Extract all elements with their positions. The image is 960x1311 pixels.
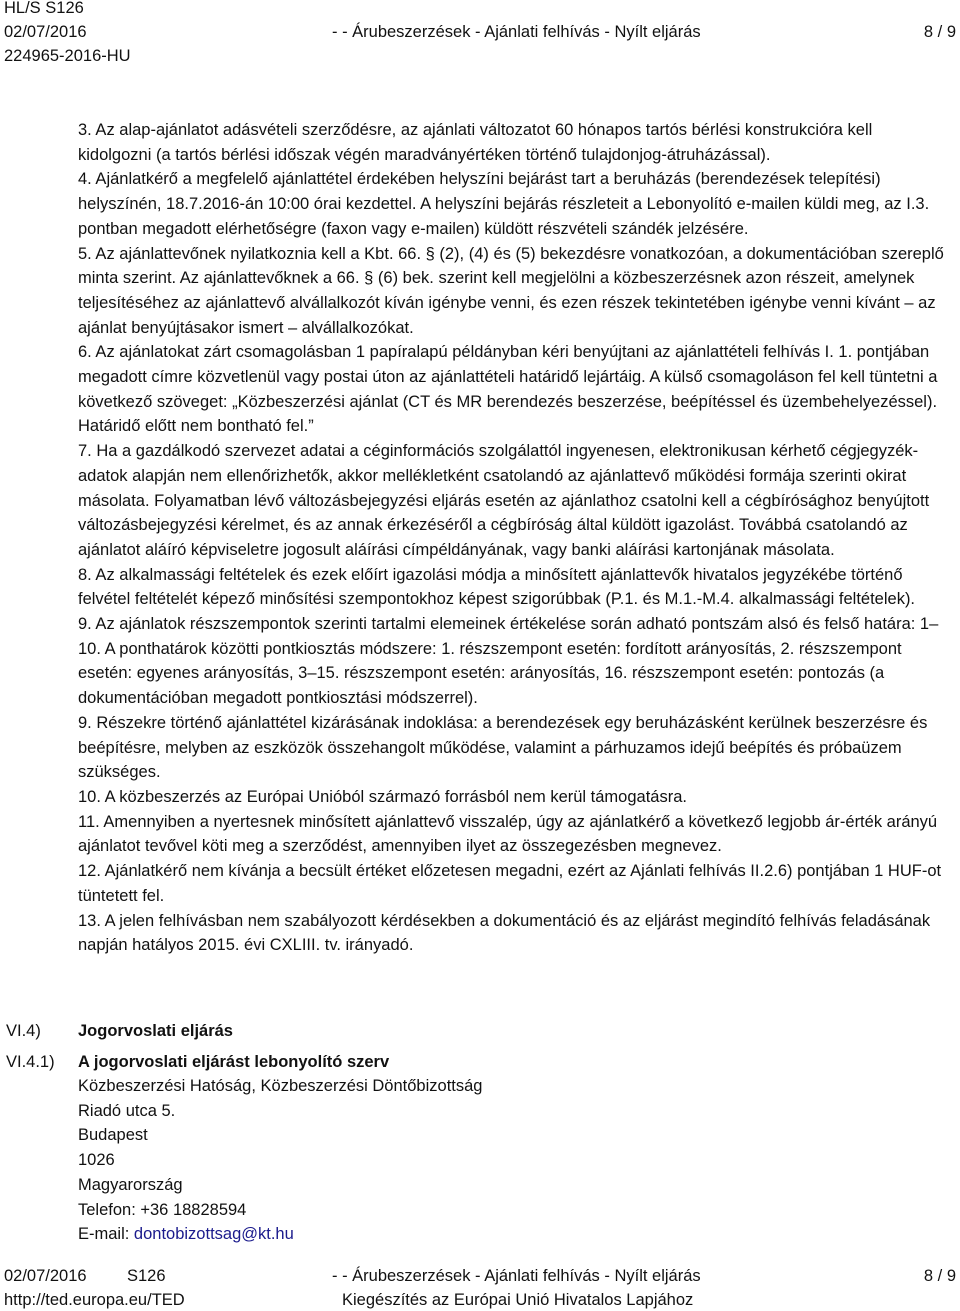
footer-publisher: Kiegészítés az Európai Unió Hivatalos Lapjához [342,1291,694,1309]
paragraph-9b: 9. Részekre történő ajánlattétel kizárásának indoklása: a berendezések egy beruházásként kerülnek beszerzésre és beépítésre, melyben az eszközök összehangolt működése, valamint a párhuzamos idejű beépítés és próbaüzem szükséges. [78,713,928,782]
footer-page-number: 8 / 9 [923,1267,956,1285]
paragraph-12: 12. Ajánlatkérő nem kívánja a becsült értéket előzetesen megadni, ezért az Ajánlati felhívás II.2.6) pontjában 1 HUF-ot tüntetett fel. [78,862,942,905]
city: Budapest [78,1126,148,1145]
paragraph-6: 6. Az ajánlatokat zárt csomagolásban 1 papíralapú példányban kéri benyújtani az ajánlattételi felhívás I. 1. pontjában megadott címre közvetlenül vagy postai úton az ajánlattételi határidő lejártáig. A külső csomagoláson fel kell tüntetni a következő szöveget: „Közbeszerzési ajánlat (CT és MR berendezés beszerzése, beépítéssel és üzembehelyezéssel). Határidő előtt nem bontható fel.” [78,343,938,436]
header-doc-id: 224965-2016-HU [4,47,131,65]
footer-center-title: - - Árubeszerzések - Ajánlati felhívás - Nyílt eljárás [332,1267,701,1285]
additional-information-body [78,118,948,958]
footer-url[interactable]: http://ted.europa.eu/TED [4,1291,185,1309]
footer-series: S126 [127,1267,166,1285]
email-row [78,1222,482,1247]
footer-date: 02/07/2016 [4,1267,87,1285]
paragraph-9a: 9. Az ajánlatok részszempontok szerinti tartalmi elemeinek értékelése során adható pontszám alsó és felső határa: 1–10. A ponthatárok közötti pontkiosztás módszere: 1. részszempont esetén: fordított arányosítás, 2. részszempont esetén: egyenes arányosítás, 3–15. részszempont esetén: arányosítás, 16. részszempont esetén: pontozás (a dokumentációban megadott pontkiosztási módszerrel). [78,615,939,708]
section-number-vi4: VI.4) [6,1022,41,1040]
postcode: 1026 [78,1151,115,1170]
paragraph-13: 13. A jelen felhívásban nem szabályozott kérdésekben a dokumentáció és az eljárást megindító felhívás feladásának napján hatályos 2015. évi CXLIII. tv. irányadó. [78,911,931,955]
phone: Telefon: +36 18828594 [78,1200,247,1219]
paragraph-3: 3. Az alap-ajánlatot adásvételi szerződésre, az ajánlati változatot 60 hónapos tartós bérlési konstrukcióra kell kidolgozni (a tartós bérlési időszak végén maradványértéken történő tulajdonjog-átruházással). [78,121,873,164]
paragraph-11: 11. Amennyiben a nyertesnek minősített ajánlattevő visszalép, úgy az ajánlatkérő a következő legjobb ár-érték arányú ajánlatot tevővel köti meg a szerződést, amennyiben ilyet az összegezésben megnevez. [78,812,938,856]
review-body-address [78,1074,482,1247]
paragraph-7: 7. Ha a gazdálkodó szervezet adatai a céginformációs szolgálattól ingyenesen, elektronikusan kérhető cégjegyzék-adatok alapján nem ellenőrizhetők, akkor mellékletként csatolandó az ajánlattevő működési formája szerinti okirat másolata. Folyamatban lévő változásbejegyzési eljárás esetén az ajánlathoz csatolni kell a cégbírósághoz benyújtott változásbejegyzési kérelmet, és az annak érkezéséről a cégbíróság által küldött igazolást. Továbbá csatolandó az ajánlatot aláíró képviseletre jogosult aláírási címpéldányának, vagy banki aláírási kartonjának másolata. [78,442,930,559]
paragraph-10: 10. A közbeszerzés az Európai Unióból származó forrásból nem kerül támogatásra. [78,787,687,806]
email-label: E-mail: [78,1225,134,1244]
header-center-title: - - Árubeszerzések - Ajánlati felhívás - Nyílt eljárás [332,23,701,41]
section-number-vi41: VI.4.1) [6,1053,55,1071]
org-name: Közbeszerzési Hatóság, Közbeszerzési Döntőbizottság [78,1077,483,1095]
email-link[interactable]: dontobizottsag@kt.hu [133,1225,294,1244]
header-doc-code: HL/S S126 [4,0,84,17]
paragraph-4: 4. Ajánlatkérő a megfelelő ajánlattétel érdekében helyszíni bejárást tart a beruházás (berendezések telepítési) helyszínén, 18.7.2016-án 10:00 órai kezdettel. A helyszíni bejárás részleteit a Lebonyolító e-mailen küldi meg, az I.3. pontban megadott elérhetőségre (faxon vagy e-mailen) küldött részvételi szándék jelzésére. [78,170,930,238]
street-address: Riadó utca 5. [78,1101,176,1120]
header-page-number: 8 / 9 [923,23,956,41]
section-title-review-body: A jogorvoslati eljárást lebonyolító szerv [78,1053,390,1071]
header-date: 02/07/2016 [4,23,87,41]
paragraph-8: 8. Az alkalmassági feltételek és ezek előírt igazolási módja a minősített ajánlattevők hivatalos jegyzékébe történő felvétel feltételét képező minősítési szempontokhoz képest szigorúbbak (P.1. és M.1.-M.4. alkalmassági feltételek). [78,565,916,609]
section-title-review-procedure: Jogorvoslati eljárás [78,1022,233,1040]
country: Magyarország [78,1175,183,1194]
paragraph-5: 5. Az ajánlattevőnek nyilatkoznia kell a Kbt. 66. § (2), (4) és (5) bekezdésre vonatkozóan, a dokumentációban szereplő minta szerint. Az ajánlattevőknek a 66. § (6) bek. szerint kell megjelölni a közbeszerzésnek azon részeit, amelynek teljesítéséhez az ajánlattevő alvállalkozót kíván igénybe venni, és ezen részek tekintetében igénybe venni kívánt – az ajánlat benyújtásakor ismert – alvállalkozókat. [78,244,944,337]
